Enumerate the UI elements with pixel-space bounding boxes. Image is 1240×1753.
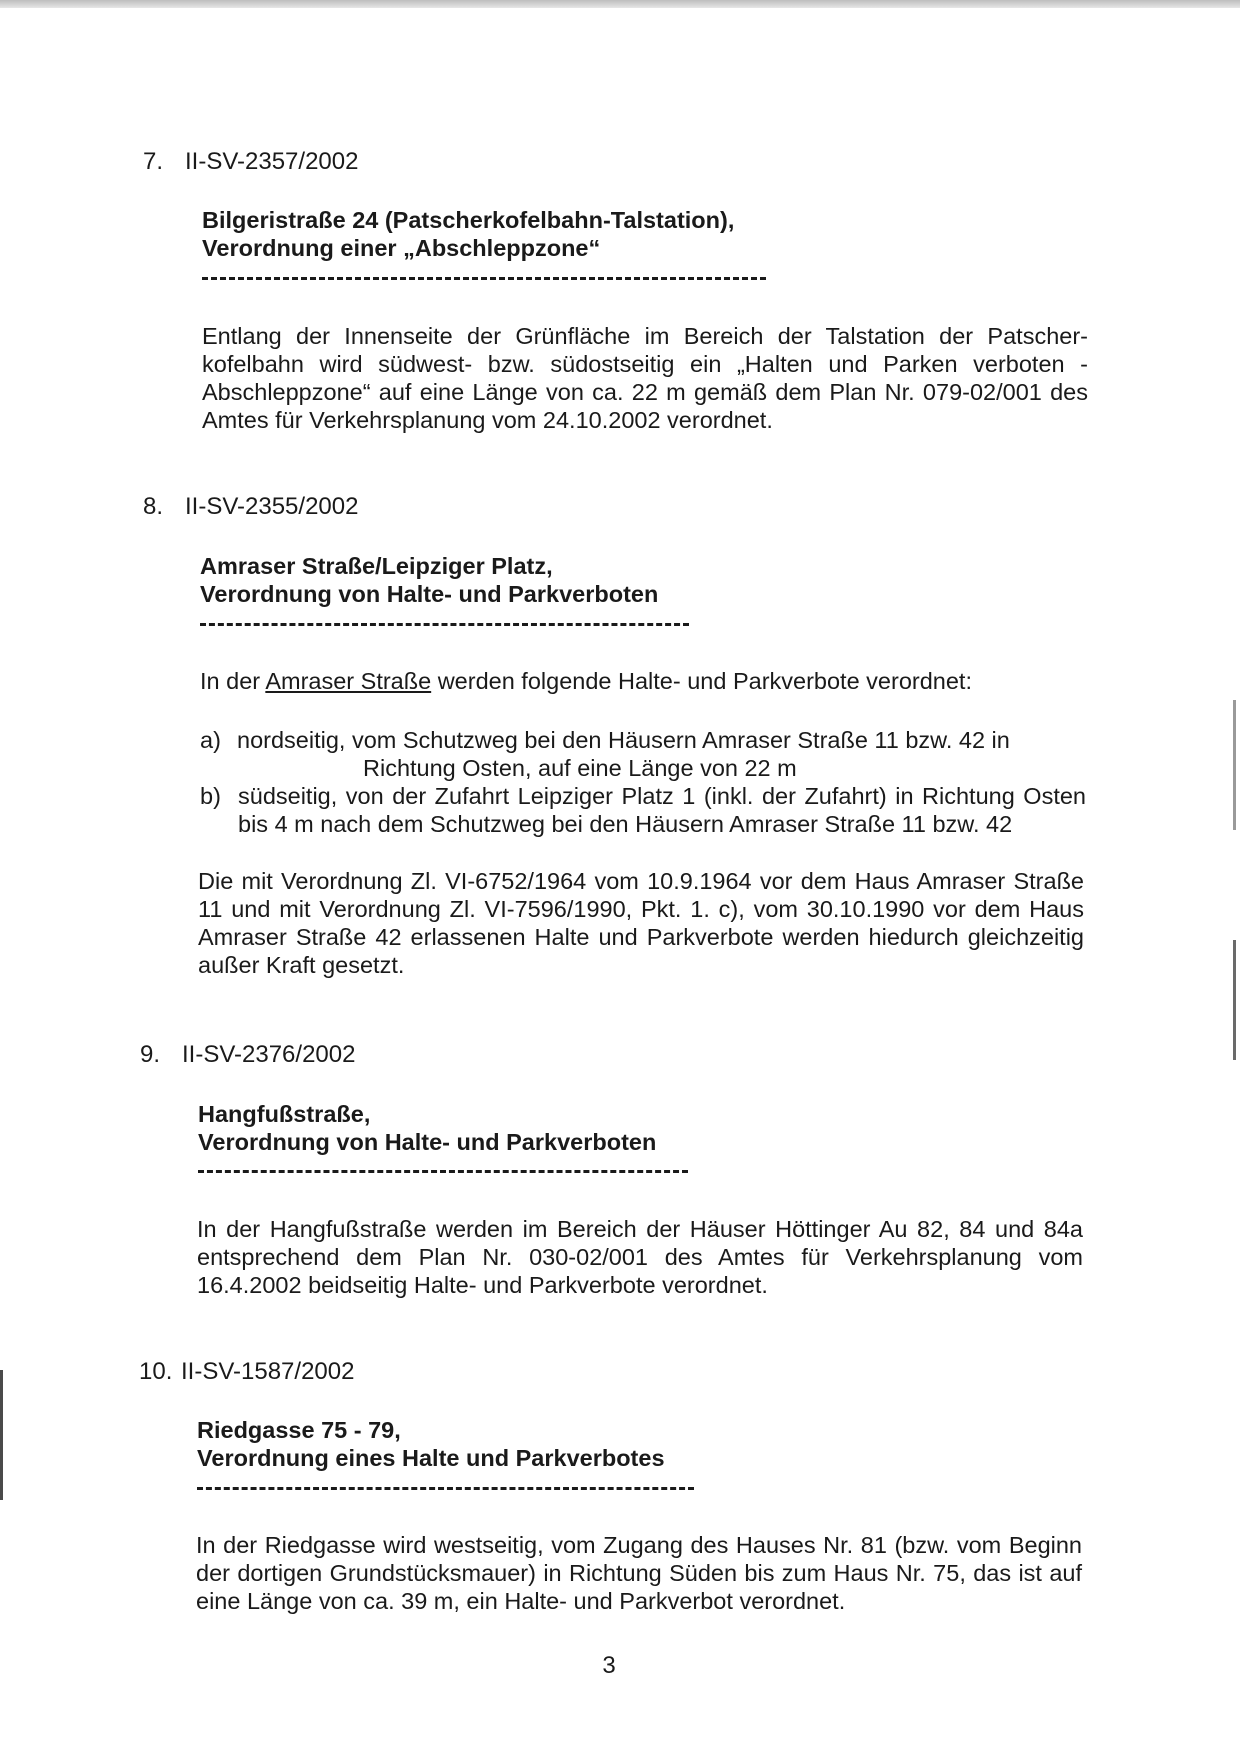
item-8-title bbox=[200, 552, 658, 608]
item-7-title bbox=[202, 206, 734, 262]
page-number: 3 bbox=[602, 1652, 616, 1679]
item-8-closing bbox=[198, 867, 1084, 979]
scan-edge-left bbox=[0, 1370, 3, 1500]
title-line-1: Hangfußstraße, bbox=[198, 1101, 371, 1127]
item-10-title bbox=[197, 1416, 665, 1472]
intro-text-before: In der bbox=[200, 668, 266, 694]
list-item-b bbox=[200, 782, 1086, 838]
list-item-a-line-1 bbox=[200, 726, 221, 754]
body-text: In der Hangfußstraße werden im Bereich der Häuser Höttinger Au 82, 84 und 84a entsprechend dem Plan Nr. 030-02/001 des Amtes für Verkehrsplanung vom 16.4.2002 beidseitig Halte- und Parkverbote verordnet. bbox=[197, 1216, 1083, 1298]
item-code: II-SV-2355/2002 bbox=[185, 493, 359, 520]
scan-edge-right-lower bbox=[1233, 940, 1236, 1060]
list-label: b) bbox=[200, 783, 221, 809]
item-number: 10. bbox=[139, 1358, 173, 1385]
title-line-2: Verordnung einer „Abschleppzone“ bbox=[202, 235, 601, 261]
item-code: II-SV-2376/2002 bbox=[182, 1041, 356, 1068]
item-code: II-SV-1587/2002 bbox=[181, 1358, 355, 1385]
item-9-dashed-rule bbox=[198, 1170, 688, 1173]
list-text: südseitig, von der Zufahrt Leipziger Platz 1 (inkl. der Zufahrt) in Richtung Osten bis 4 m nach dem Schutzweg bei den Häusern Amraser Straße 11 bzw. 42 bbox=[238, 783, 1086, 837]
item-code: II-SV-2357/2002 bbox=[185, 148, 359, 175]
body-text: Die mit Verordnung Zl. VI-6752/1964 vom 10.9.1964 vor dem Haus Amraser Straße 11 und mit Verordnung Zl. VI-7596/1990, Pkt. 1. c), vom 30.10.1990 vor dem Haus Amraser Straße 42 erlassenen Halte und Parkverbote werden hiedurch gleichzeitig außer Kraft gesetzt. bbox=[198, 868, 1084, 978]
item-10-dashed-rule bbox=[197, 1487, 694, 1490]
body-text: Entlang der Innenseite der Grünfläche im Bereich der Talstation der Patscher-kofelbahn wird südwest- bzw. südostseitig ein „Halten und Parken verboten - Abschleppzone“ auf eine Länge von ca. 22 m gemäß dem Plan Nr. 079-02/001 des Amtes für Verkehrsplanung vom 24.10.2002 verordnet. bbox=[202, 323, 1088, 433]
intro-text-after: werden folgende Halte- und Parkverbote verordnet: bbox=[431, 668, 972, 694]
item-8-heading bbox=[143, 492, 358, 522]
title-line-2: Verordnung eines Halte und Parkverbotes bbox=[197, 1445, 665, 1471]
title-line-2: Verordnung von Halte- und Parkverboten bbox=[200, 581, 659, 607]
item-7-body bbox=[202, 322, 1088, 434]
item-8-intro bbox=[200, 667, 972, 695]
item-number: 8. bbox=[143, 493, 164, 520]
scan-edge-top bbox=[0, 0, 1240, 8]
title-line-1: Amraser Straße/Leipziger Platz, bbox=[200, 553, 553, 579]
item-9-heading bbox=[140, 1040, 355, 1070]
item-7-heading bbox=[143, 147, 358, 177]
body-text: In der Riedgasse wird westseitig, vom Zugang des Hauses Nr. 81 (bzw. vom Beginn der dortigen Grundstücksmauer) in Richtung Süden bis zum Haus Nr. 75, das ist auf eine Länge von ca. 39 m, ein Halte- und Parkverbot verordnet. bbox=[196, 1532, 1082, 1614]
item-9-body bbox=[197, 1215, 1083, 1299]
item-number: 7. bbox=[143, 148, 164, 175]
item-10-body bbox=[196, 1531, 1082, 1615]
title-line-2: Verordnung von Halte- und Parkverboten bbox=[198, 1129, 657, 1155]
list-text: nordseitig, vom Schutzweg bei den Häusern Amraser Straße 11 bzw. 42 in bbox=[237, 727, 1010, 753]
scan-edge-right bbox=[1233, 700, 1236, 830]
item-8-dashed-rule bbox=[200, 623, 689, 626]
item-7-dashed-rule bbox=[202, 277, 766, 280]
title-line-1: Bilgeristraße 24 (Patscherkofelbahn-Talstation), bbox=[202, 207, 735, 233]
intro-street-underlined: Amraser Straße bbox=[265, 668, 432, 694]
list-item-a-text-2 bbox=[363, 754, 797, 782]
item-9-title bbox=[198, 1100, 656, 1156]
list-item-a-text-1 bbox=[237, 726, 1010, 754]
item-number: 9. bbox=[140, 1041, 161, 1068]
title-line-1: Riedgasse 75 - 79, bbox=[197, 1417, 401, 1443]
list-label: a) bbox=[200, 727, 221, 753]
list-text-continued: Richtung Osten, auf eine Länge von 22 m bbox=[363, 755, 797, 781]
item-10-heading bbox=[139, 1357, 354, 1387]
